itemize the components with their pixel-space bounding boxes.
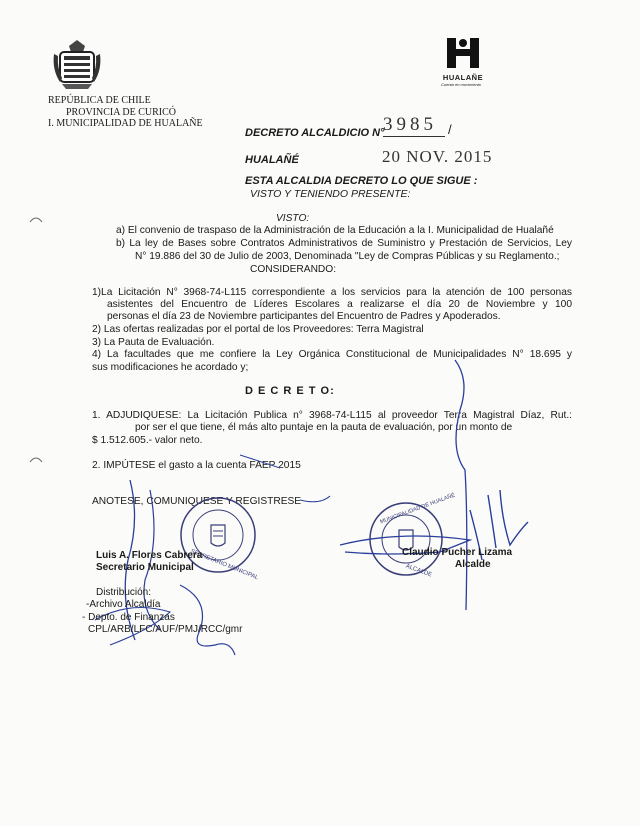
distribution-line-2: - Depto. de Finanzas	[82, 611, 175, 623]
decreto-item2: 2. IMPÚTESE el gasto a la cuenta FAEP 2015	[92, 460, 301, 471]
decree-intro: ESTA ALCALDIA DECRETO LO QUE SIGUE :	[245, 175, 478, 187]
decree-date-stamp: 20 NOV. 2015	[382, 147, 493, 166]
considerando-1-line3: personas el día 23 de Noviembre participantes del Encuentro de Padres y Apoderados.	[107, 311, 501, 322]
considerando-3: 3) La Pauta de Evaluación.	[92, 337, 215, 348]
decreto-item1-line1: 1. ADJUDIQUESE: La Licitación Publica n° 3968-74-L115 al proveedor Terra Magistral Díaz, Rut.:	[92, 410, 572, 421]
stamp-right-bottom-text: ALCALDE	[404, 563, 433, 579]
header-republica: REPÚBLICA DE CHILE	[48, 95, 151, 106]
considerando-1-line2: asistentes del Encuentro de Líderes Escolares a realizarse el día 20 de Noviembre y 100	[107, 299, 572, 310]
considerando-heading: CONSIDERANDO:	[250, 264, 337, 275]
distribution-block	[82, 587, 242, 636]
decree-intro-visto: VISTO Y TENIENDO PRESENTE:	[250, 188, 411, 200]
stamp-right-text: MUNICIPALIDAD DE HUALAÑÉ	[379, 492, 456, 526]
distribution-heading: Distribución:	[96, 587, 152, 598]
signature-left-title: Secretario Municipal	[96, 562, 194, 573]
decree-place: HUALAÑÉ	[245, 154, 299, 166]
visto-heading: VISTO:	[276, 213, 310, 224]
decreto-heading: D E C R E T O:	[245, 385, 335, 397]
header-provincia: PROVINCIA DE CURICÓ	[66, 106, 177, 118]
visto-a: a) El convenio de traspaso de la Administración de la Educación a la I. Municipalidad de Hualañé	[116, 225, 554, 236]
distribution-line-3: CPL/ARB/LFC/AUF/PMJ/RCC/gmr	[88, 623, 243, 635]
decree-number-slash: /	[448, 122, 452, 137]
decree-title-label: DECRETO ALCALDICIO N°	[245, 127, 385, 139]
considerando-2: 2) Las ofertas realizadas por el portal de los Proveedores: Terra Magistral	[92, 324, 424, 335]
signature-right-title: Alcalde	[455, 559, 491, 570]
signature-right-name: Claudio Pucher Lizama	[402, 547, 513, 558]
decreto-item1-line3: $ 1.512.605.- valor neto.	[92, 435, 203, 446]
signature-left-name: Luis A. Flores Cabrera	[96, 550, 203, 561]
hualane-logo-text: HUALAÑE	[442, 73, 484, 82]
visto-b-line1: b) La ley de Bases sobre Contratos Administrativos de Suministro y Prestación de Servicios, Ley	[116, 238, 572, 249]
distribution-line-1: -Archivo Alcaldía	[86, 599, 161, 611]
considerando-4-line2: sus modificaciones he acordado y;	[92, 362, 249, 373]
considerando-1-line1: 1)La Licitación N° 3968-74-L115 correspondiente a los servicios para la atención de 100 personas	[92, 287, 572, 298]
decree-number: 3985	[383, 114, 445, 137]
hualane-logo-subtitle: Cuenta en movimiento	[440, 82, 482, 87]
considerando-4-line1: 4) La facultades que me confiere la Ley Orgánica Constitucional de Municipalidades N° 18.695 y	[92, 349, 572, 360]
closing-statement: ANOTESE, COMUNIQUESE Y REGISTRESE	[92, 496, 302, 507]
visto-b-line2: N° 19.886 del 30 de Julio de 2003, Denominada "Ley de Compras Públicas y su Reglamento.;	[135, 251, 560, 262]
header-municipalidad: I. MUNICIPALIDAD DE HUALAÑE	[48, 118, 203, 129]
decreto-item1-line2: por ser el que tiene, él más alto puntaje en la pauta de evaluación, por un monto de	[135, 422, 513, 433]
stamp-left-text: SECRETARIO MUNICIPAL	[189, 548, 259, 582]
